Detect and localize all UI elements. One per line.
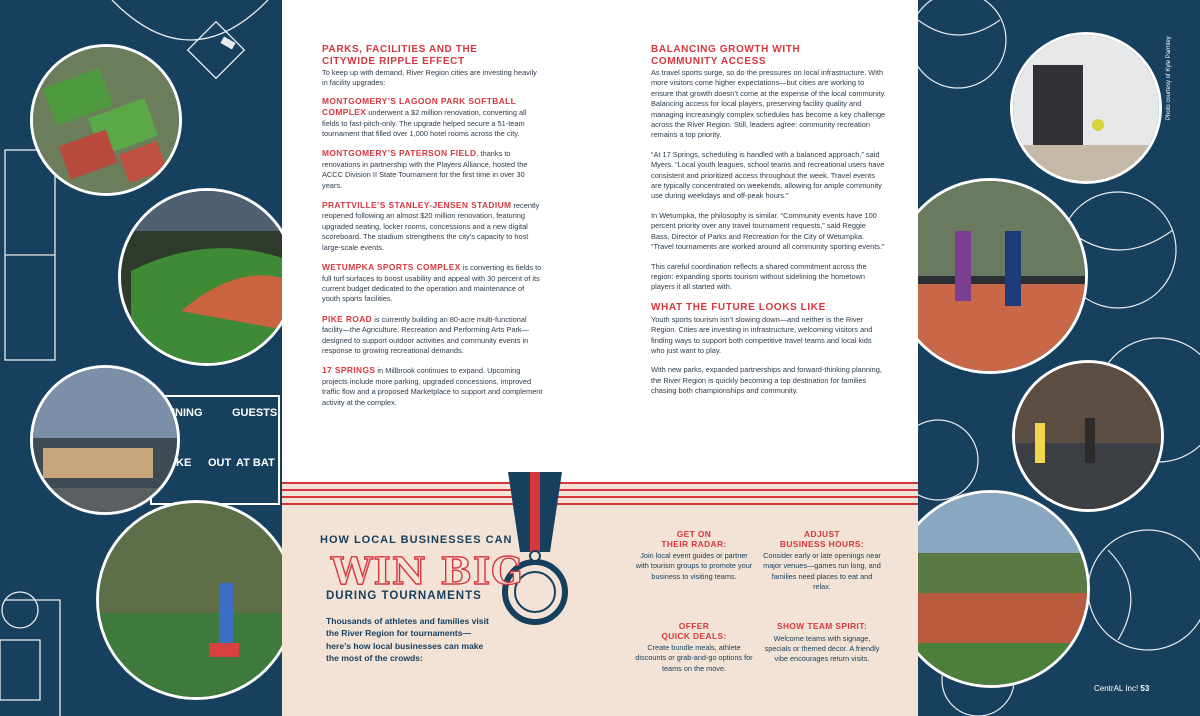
stripe: [282, 503, 918, 505]
heading-balancing-line2: COMMUNITY ACCESS: [651, 56, 767, 67]
item-prattville: [322, 200, 544, 253]
item-lagoon-lead: MONTGOMERY’S LAGOON PARK SOFTBALL COMPLEX: [322, 95, 517, 118]
promo-intro: Thousands of athletes and families visit the River Region for tournaments—here’s how local businesses can make the most of the crowds:: [326, 616, 489, 663]
photo-tennis: [892, 178, 1088, 374]
left-article-column: [322, 44, 544, 417]
photo-indoor-court: [1012, 360, 1164, 512]
tip-get-on-radar: [634, 530, 754, 582]
item-wetumpka: [322, 262, 544, 305]
business-tips-banner: [282, 482, 918, 716]
photo-softball-complex-aerial: [30, 44, 182, 196]
scoreboard-inning: INING: [172, 407, 203, 419]
tip-title-line1: SHOW TEAM SPIRIT:: [776, 621, 868, 631]
scoreboard-guests: GUESTS: [232, 407, 278, 419]
scoreboard-out: OUT: [208, 457, 232, 469]
heading-balancing-line1: BALANCING GROWTH WITH: [651, 44, 801, 55]
paragraph-5: Youth sports tourism isn’t slowing down—and neither is the River Region. Cities are investing in infrastructure, welcoming visitors and finding ways to support both competitive travel teams and local kids who just want to play.: [651, 314, 873, 355]
item-17-springs: [322, 365, 544, 408]
heading-parks-line1: PARKS, FACILITIES AND THE: [322, 44, 478, 55]
tip-title-line2: THEIR RADAR:: [661, 538, 727, 549]
item-paterson: [322, 148, 544, 191]
tip-text: Join local event guides or partner with tourism groups to promote your business to visiting teams.: [635, 551, 753, 581]
item-paterson-lead: MONTGOMERY’S PATERSON FIELD: [322, 148, 477, 159]
tip-text: Consider early or late openings near major venues—games run long, and families need places to eat and relax.: [763, 551, 881, 592]
tip-title-line1: GET ON: [676, 529, 712, 539]
heading-parks: [322, 44, 544, 68]
scoreboard-at-bat: AT BAT: [236, 457, 275, 469]
tip-team-spirit: [762, 622, 882, 665]
paragraph-4: This careful coordination reflects a shared commitment across the region: expanding sports tourism without sidelining the hometown players it all started with.: [651, 261, 867, 292]
right-article-column: [651, 44, 886, 406]
tip-title-line1: ADJUST: [804, 529, 840, 539]
tip-text: Welcome teams with signage, specials or themed decor. A friendly vibe encourages return visits.: [764, 633, 880, 664]
tip-quick-deals: [634, 622, 754, 674]
item-wetumpka-text: is converting its fields to full turf surfaces to boost usability and appeal with 30 percent of its current budget dedicated to the operation and maintenance of youth sports facilities.: [322, 263, 542, 304]
tip-title-line1: OFFER: [678, 621, 710, 631]
stripe: [282, 496, 918, 498]
item-wetumpka-lead: WETUMPKA SPORTS COMPLEX: [322, 262, 461, 273]
tip-title-line2: BUSINESS HOURS:: [779, 538, 865, 549]
item-prattville-lead: PRATTVILLE’S STANLEY-JENSEN STADIUM: [322, 200, 512, 211]
stripe: [282, 489, 918, 491]
tip-title: [762, 622, 882, 632]
tip-title-line2: QUICK DEALS:: [661, 630, 727, 641]
page-footer: [1094, 684, 1149, 693]
photo-credit: Photo courtesy of Kyle Parmley: [1166, 36, 1172, 120]
item-17-springs-lead: 17 SPRINGS: [322, 365, 376, 376]
promo-win-big: WIN BIG: [331, 549, 524, 593]
photo-batting-cage: [96, 500, 296, 700]
item-lagoon: [322, 96, 544, 140]
photo-softball-game: [892, 490, 1090, 688]
paragraph-3: In Wetumpka, the philosophy is similar. “Community events have 100 percent priority over any travel tournament requests,” said Reggie Bass, Director of Parks and Recreation for the City of Wetumpka. “Travel tournaments are worked around all community sporting events.”: [651, 210, 885, 252]
item-17-springs-text: in Millbrook continues to expand. Upcoming projects include more parking, upgraded concessions, improved traffic flow and a proposed Marketplace to support and complement activity at the complex.: [322, 366, 543, 407]
photo-field-house: [30, 365, 180, 515]
paragraph-1: As travel sports surge, so do the pressures on local infrastructure. With more visitors come higher expectations—but cities are working to ensure that growth doesn’t come at the expense of the local community. Balancing access for local players, preserving facility quality and managing increasingly complex schedules has become a key challenge across the River Region. Still, leaders agree: community recreation remains a top priority.: [651, 68, 886, 140]
page-number: 53: [1140, 684, 1150, 693]
stripe: [282, 482, 918, 484]
heading-parks-line2: CITYWIDE RIPPLE EFFECT: [322, 56, 465, 67]
tip-text: Create bundle meals, athlete discounts or grab-and-go options for teams on the move.: [635, 643, 753, 673]
item-pike-road-text: is currently building an 80-acre multi-functional facility—the Agriculture, Recreation and Performing Arts Park—designed to support outdoor activities and community events in response to growing recreational demands.: [322, 314, 530, 355]
paragraph-6: With new parks, expanded partnerships and forward-thinking planning, the River Region is quickly becoming a top destination for families chasing both championships and community.: [651, 365, 882, 396]
item-lagoon-text: underwent a $2 million renovation, converting all fields to fast-pitch-only. The upgrade helped secure a 51-team tournament that filled over 1,000 hotel rooms across the city.: [322, 108, 527, 139]
intro-paragraph: To keep up with demand, River Region cities are investing heavily in facility upgrades:: [322, 68, 537, 88]
item-prattville-text: recently reopened following an almost $20 million renovation, featuring upgraded seating, locker rooms, concessions and a new digital scoreboard. The stadium strengthens the city’s capacity to host large-scale events.: [322, 201, 540, 252]
item-pike-road-lead: PIKE ROAD: [322, 313, 373, 324]
item-paterson-text: , thanks to renovations in partnership with the Players Alliance, hosted the ACCC Division II State Tournament for the first time in over 30 years.: [322, 149, 528, 190]
promo-line3: DURING TOURNAMENTS: [326, 590, 482, 602]
footer-brand: CentrAL Inc!: [1094, 684, 1139, 693]
tip-title: [634, 530, 754, 549]
promo-line1: HOW LOCAL BUSINESSES CAN: [320, 534, 513, 546]
photo-stadium-aerial: [118, 188, 296, 366]
tip-title: [634, 622, 754, 641]
heading-future: WHAT THE FUTURE LOOKS LIKE: [651, 301, 826, 313]
paragraph-2: “At 17 Springs, scheduling is handled with a balanced approach,” said Myers. “Local youth leagues, school teams and recreational users have consistent and prioritized access throughout the week. Travel events are typically concentrated on weekends, allowing for ample community use during weekdays and off-peak hours.”: [651, 149, 885, 201]
photo-catcher: [1010, 32, 1162, 184]
item-pike-road: [322, 314, 544, 357]
scoreboard-take: KE: [176, 457, 192, 469]
tip-adjust-hours: [762, 530, 882, 593]
tip-title: [762, 530, 882, 549]
heading-balancing: [651, 44, 886, 68]
